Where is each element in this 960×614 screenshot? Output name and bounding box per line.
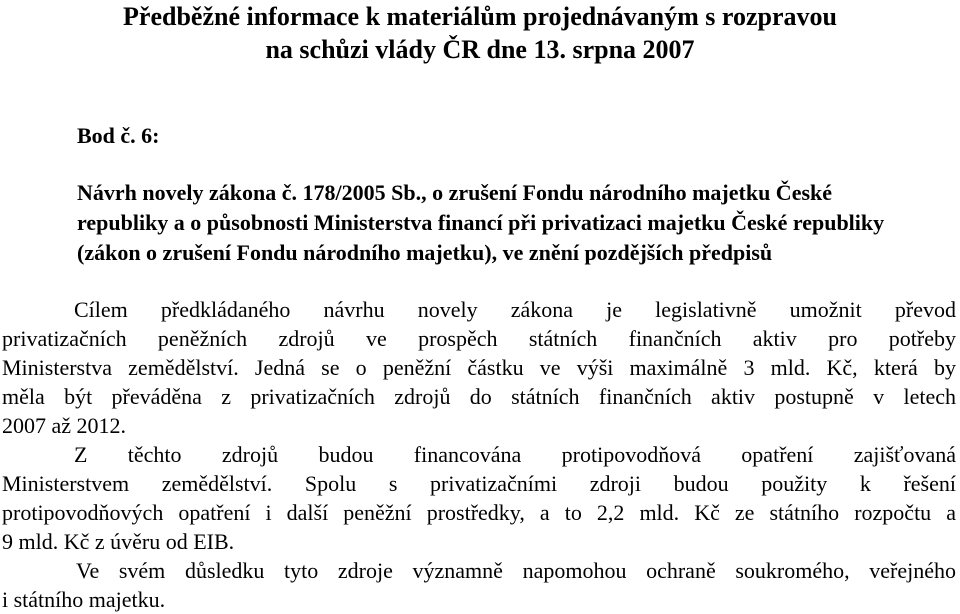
subject-line: Návrh novely zákona č. 178/2005 Sb., o zrušení Fondu národního majetku České (77, 180, 833, 205)
body-line: Z těchto zdrojů budou financována protipovodňová opatření zajišťovaná (74, 442, 956, 467)
agenda-item-subject (77, 178, 947, 268)
body-line: Ministerstvem zemědělství. Spolu s privatizačními zdroji budou použity k řešení (2, 471, 956, 496)
body-line: měla být převáděna z privatizačních zdrojů do státních finančních aktiv postupně v letech (2, 384, 956, 409)
body-line: Ministerstva zemědělství. Jedná se o peněžní částku ve výši maximálně 3 mld. Kč, která by (2, 355, 956, 380)
body-line: i státního majetku. (2, 587, 166, 612)
subject-line: republiky a o působnosti Ministerstva financí při privatizaci majetku České republiky (77, 210, 885, 235)
body-line: Cílem předkládaného návrhu novely zákona je legislativně umožnit převod (74, 297, 956, 322)
body-line: protipovodňových opatření i další peněžní prostředky, a to 2,2 mld. Kč ze státního rozpočtu a (2, 500, 956, 525)
body-line: privatizačních peněžních zdrojů ve prospěch státních finančních aktiv pro potřeby (2, 326, 956, 351)
document-title (0, 0, 960, 66)
body-line: 2007 až 2012. (2, 413, 127, 438)
subject-line: (zákon o zrušení Fondu národního majetku), ve znění pozdějších předpisů (77, 240, 773, 265)
body-line: Ve svém důsledku tyto zdroje významně napomohou ochraně soukromého, veřejného (76, 558, 956, 583)
title-line: na schůzi vlády ČR dne 13. srpna 2007 (265, 35, 695, 64)
body-line: 9 mld. Kč z úvěru od EIB. (2, 529, 235, 554)
title-line: Předběžné informace k materiálům projednávaným s rozpravou (123, 2, 837, 31)
body-text (2, 295, 956, 614)
agenda-item-label: Bod č. 6: (77, 123, 160, 148)
